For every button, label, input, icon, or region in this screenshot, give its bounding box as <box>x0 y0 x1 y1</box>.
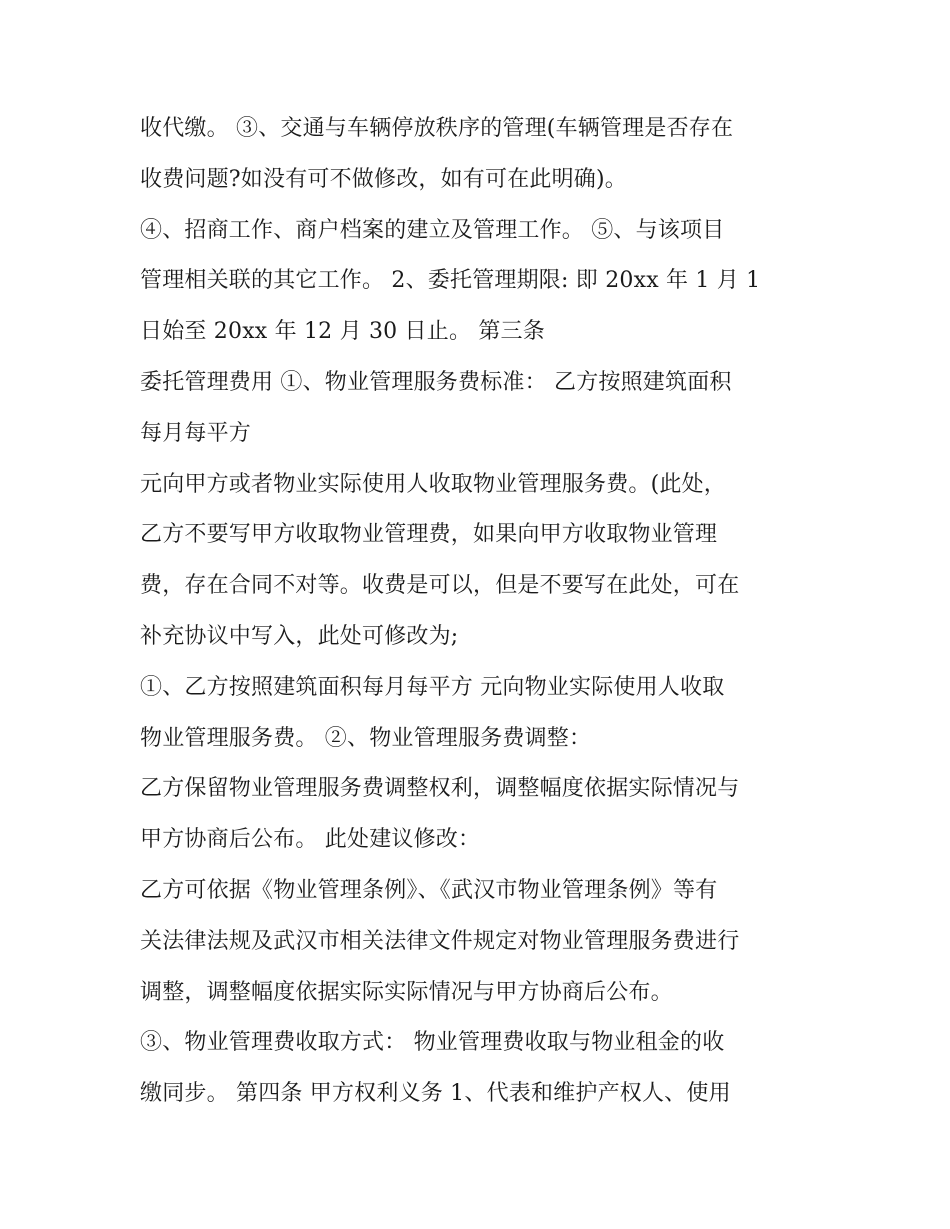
text-line: 补充协议中写入，此处可修改为; <box>140 623 459 649</box>
text-line: 日始至 20xx 年 12 月 30 日止。 第三条 <box>140 319 545 345</box>
text-line: 收费问题?如没有可不做修改，如有可在此明确)。 <box>140 166 627 192</box>
text-line: 委托管理费用 ①、物业管理服务费标准： 乙方按照建筑面积 <box>140 369 732 395</box>
text-line: 乙方保留物业管理服务费调整权利，调整幅度依据实际情况与 <box>140 776 740 802</box>
text-line: 元向甲方或者物业实际使用人收取物业管理服务费。(此处， <box>140 471 726 497</box>
text-line: 乙方可依据《物业管理条例》、《武汉市物业管理条例》等有 <box>140 877 718 903</box>
text-line: 关法律法规及武汉市相关法律文件规定对物业管理服务费进行 <box>140 928 740 954</box>
text-line: ④、招商工作、商户档案的建立及管理工作。 ⑤、与该项目 <box>140 217 725 243</box>
text-line: 每月每平方 <box>140 420 252 446</box>
text-line: 物业管理服务费。 ②、物业管理服务费调整： <box>140 725 592 751</box>
text-line: 收代缴。 ③、交通与车辆停放秩序的管理(车辆管理是否存在 <box>140 116 734 141</box>
document-body <box>140 104 820 1120</box>
text-line: 缴同步。 第四条 甲方权利义务 1、代表和维护产权人、使用 <box>140 1081 731 1107</box>
text-line: 乙方不要写甲方收取物业管理费，如果向甲方收取物业管理 <box>140 522 718 548</box>
text-line: 调整，调整幅度依据实际实际情况与甲方协商后公布。 <box>140 979 673 1005</box>
text-line: 费，存在合同不对等。收费是可以，但是不要写在此处，可在 <box>140 573 740 599</box>
text-line: 管理相关联的其它工作。 2、委托管理期限: 即 20xx 年 1 月 1 <box>140 268 761 294</box>
text-line: ①、乙方按照建筑面积每月每平方 元向物业实际使用人收取 <box>140 674 725 700</box>
text-line: ③、物业管理费收取方式： 物业管理费收取与物业租金的收 <box>140 1030 725 1056</box>
text-line: 甲方协商后公布。 此处建议修改： <box>140 827 481 853</box>
